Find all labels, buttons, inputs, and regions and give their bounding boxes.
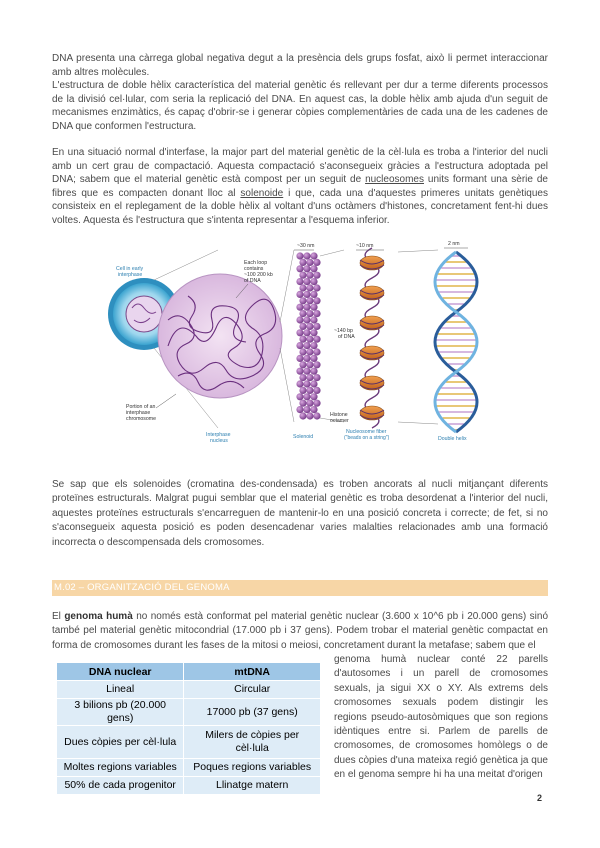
solenoid-bead (299, 412, 306, 419)
zoom-line (280, 348, 294, 422)
loop-label-4: of DNA (244, 278, 261, 284)
double-helix-label: Double helix (438, 436, 467, 442)
cell-label-1: Cell in early (116, 266, 144, 272)
solenoid-bead (296, 316, 303, 323)
solenoid-bead (310, 291, 317, 298)
intro-sentence-2: L'estructura de doble hèlix característica del material genètic és rellevant per dur a terme diferents processos de la divisió cel·lular, com seria la replicació del DNA. En aquest cas, la doble hèlix amb ajuda d'un seguit de mecanismes enzimàtics, és capaç d'obrir-se i generar còpies complementàries de cada una de les cadenes de DNA que conformen l'estructura. (52, 80, 548, 132)
loop-label-3: ~100 200 kb (244, 272, 273, 278)
solenoid-bead (313, 400, 320, 407)
bp-label-2: of DNA (338, 334, 355, 340)
solenoid-bead (303, 278, 310, 285)
histone-label-1: Histone (330, 412, 348, 418)
solenoid-bead (303, 355, 310, 362)
solenoid-bead (306, 387, 313, 394)
bp-label-1: ~140 bp (334, 328, 353, 334)
solenoid-bead (306, 374, 313, 381)
solenoid-bead (313, 272, 320, 279)
solenoid-bead (313, 297, 320, 304)
solenoid-bead (296, 406, 303, 413)
solenoid-bead (299, 297, 306, 304)
histone-label-2: octamer (330, 418, 349, 424)
table-cell: Dues còpies per cèl·lula (57, 726, 184, 759)
loop-label-2: contains (244, 266, 264, 272)
nucleus-label-1: Interphase (206, 432, 231, 438)
solenoid-bead (313, 284, 320, 291)
double-helix (435, 252, 477, 432)
section-heading: M.02 – ORGANITZACIÓ DEL GENOMA (54, 582, 230, 593)
solenoid-bead (303, 380, 310, 387)
solenoid-bead (310, 368, 317, 375)
solenoid-bead (303, 329, 310, 336)
width-30nm-label: ~30 nm (297, 243, 315, 249)
chromatin-compaction-figure (108, 236, 508, 444)
table-row (57, 681, 321, 699)
table-cell: Poques regions variables (184, 759, 321, 777)
solenoid-bead (310, 380, 317, 387)
solenoid-bead (296, 252, 303, 259)
solenoid-bead (306, 272, 313, 279)
solenoid-bead (310, 393, 317, 400)
solenoid-bead (296, 304, 303, 311)
solenoid-bead (299, 361, 306, 368)
solenoid-bead (313, 387, 320, 394)
portion-label-2: interphase (126, 410, 151, 416)
zoom-line (280, 250, 294, 322)
loop-label-1: Each loop (244, 260, 268, 266)
solenoid-bead (299, 310, 306, 317)
solenoid-term: solenoide (240, 187, 284, 199)
solenoid-bead (296, 355, 303, 362)
solenoid-bead (310, 278, 317, 285)
width-2nm-label: 2 nm (448, 241, 460, 247)
solenoid-bead (306, 412, 313, 419)
solenoid-bead (299, 259, 306, 266)
solenoid-bead (310, 316, 317, 323)
solenoid-bead (306, 284, 313, 291)
table-header-nuclear: DNA nuclear (57, 663, 184, 681)
compaction-text-2: units formant una sèrie de fibres que es compacten donant lloc al (52, 174, 548, 199)
interphase-nucleus (158, 274, 282, 398)
table-cell: Llinatge matern (184, 777, 321, 795)
table-cell: Milers de còpies per cèl·lula (184, 726, 321, 759)
histone-octamer (360, 406, 384, 420)
table-cell: 17000 pb (37 gens) (184, 699, 321, 726)
table-cell: 50% de cada progenitor (57, 777, 184, 795)
page-number: 2 (537, 793, 543, 803)
solenoid-bead (306, 259, 313, 266)
table-cell: 3 bilions pb (20.000 gens) (57, 699, 184, 726)
portion-label-3: chromosome (126, 416, 156, 422)
leader-line (156, 394, 176, 408)
compaction-text-3: i que, cada una d'aquestes primeres unitats genètiques consisteix en el replegament de la doble hèlix al voltant d'uns octàmers d'histones, concretament fent-hi dues voltes. Aquesta és l'estructura que s'intenta representar a l'esquema inferior. (52, 187, 548, 226)
solenoid-bead (299, 348, 306, 355)
solenoid-bead (313, 323, 320, 330)
solenoid-bead (306, 336, 313, 343)
zoom-line (398, 250, 438, 252)
intro-sentence-1: DNA presenta una càrrega global negativa degut a la presència dels grups fosfat, això li permet interaccionar amb altres molècules. (52, 53, 548, 78)
solenoid-bead (296, 329, 303, 336)
histone-octamer (360, 316, 384, 330)
table-row (57, 699, 321, 726)
nucleosomes-term: nucleosomes (365, 174, 424, 186)
solenoids-paragraph: Se sap que els solenoides (cromatina des-condensada) es troben ancorats al nucli mitjançant diferents proteïnes estructurals. Malgrat pugui semblar que el material genètic es troba desordenat a l'interior del nucli, aquestes proteïnes estructurals s'encarreguen de mantenir-lo en una posició concreta i correcte; de fet, si no s'aconsegueix aquesta posició es poden desencadenar varies malalties relacionades amb una formació incorrecta o descompensada dels cromosomes. (52, 479, 548, 548)
histone-octamer (360, 346, 384, 360)
nuclear-vs-mtdna-table (56, 662, 321, 795)
compaction-paragraph (52, 146, 548, 228)
zoom-line (398, 422, 438, 424)
solenoid-bead (313, 374, 320, 381)
histone-octamer (360, 286, 384, 300)
intro-paragraph (52, 52, 548, 134)
solenoid-bead (310, 355, 317, 362)
histone-octamer (360, 376, 384, 390)
solenoid-bead (310, 265, 317, 272)
table-header-mtdna: mtDNA (184, 663, 321, 681)
genome-text-2: no només està conformat pel material genètic nuclear (3.600 x 10^6 pb i 20.000 gens) sinó també pel material genètic mitocondrial (17.000 pb i 37 gens). Podem trobar el material genètic compactat en forma de cromosomes durant les fases de la mitosi o meiosi, concretament durant la metafase; sabem que el (52, 611, 549, 651)
solenoid-bead (296, 368, 303, 375)
genome-paragraph (52, 610, 548, 653)
table-row (57, 726, 321, 759)
solenoid-bead (313, 361, 320, 368)
nucleus-label-2: nucleus (210, 438, 228, 444)
compaction-text-1: En una situació normal d'interfase, la major part del material genètic de la cèl·lula es troba a l'interior del nucli amb un cert grau de compactació. Aquesta compactació s'aconsegueix gràcies a l'estructura adoptada pel DNA; sabem que el material genètic està compost per un seguit de (52, 147, 548, 186)
solenoid-bead (296, 265, 303, 272)
solenoid-bead (299, 272, 306, 279)
portion-label-1: Portion of an (126, 404, 156, 410)
solenoid-bead (310, 304, 317, 311)
solenoid-bead (296, 342, 303, 349)
solenoid-bead (306, 361, 313, 368)
zoom-line (320, 250, 344, 256)
solenoid-bead (299, 323, 306, 330)
solenoid-bead (303, 316, 310, 323)
table-cell: Lineal (57, 681, 184, 699)
nucleosome-fiber-label-2: ("beads on a string") (344, 435, 390, 441)
solenoid-bead (313, 259, 320, 266)
solenoid-bead (313, 348, 320, 355)
solenoid-bead (306, 348, 313, 355)
cell-label-2: interphase (118, 272, 143, 278)
solenoid-bead (306, 297, 313, 304)
table-cell: Moltes regions variables (57, 759, 184, 777)
solenoid-bead (303, 368, 310, 375)
solenoid-bead (299, 387, 306, 394)
solenoid-bead (303, 393, 310, 400)
solenoid-bead (299, 400, 306, 407)
solenoid-bead (303, 304, 310, 311)
solenoid-bead (296, 278, 303, 285)
solenoid-bead (310, 406, 317, 413)
solenoid-bead (296, 380, 303, 387)
genome-text-1: El (52, 611, 65, 622)
solenoid-bead (303, 342, 310, 349)
solenoid-bead (310, 342, 317, 349)
solenoid-bead (299, 336, 306, 343)
solenoid-bead (313, 412, 320, 419)
solenoid-bead (303, 252, 310, 259)
solenoid-bead (299, 374, 306, 381)
solenoid-label: Solenoid (293, 434, 314, 440)
genome-side-paragraph: genoma humà nuclear conté 22 parells d'autosomes i un parell de cromosomes sexuals, ja sigui XX o XY. Als extrems dels cromosomes sexuals podem distingir les regions pseudo-autosòmiques que son regions idèntiques entre si. Parlem de parells de cromosomes, de cromosomes homòlegs o de dues còpies d'una mateixa regió genètica ja que en el genoma sempre hi ha una meitat d'origen (334, 654, 548, 781)
table-row (57, 759, 321, 777)
solenoid-bead (296, 291, 303, 298)
section-heading-bar (52, 580, 548, 596)
solenoid-bead (310, 329, 317, 336)
solenoid-bead (313, 310, 320, 317)
nucleosome-fiber-label-1: Nucleosome fiber (346, 429, 387, 435)
genome-term: genoma humà (64, 611, 133, 622)
solenoid-bead (303, 265, 310, 272)
solenoid-bead (306, 400, 313, 407)
solenoid-bead (306, 323, 313, 330)
solenoid-bead (303, 406, 310, 413)
histone-octamer (360, 256, 384, 270)
nucleosome-fiber (360, 248, 384, 428)
solenoid (296, 252, 320, 419)
solenoid-bead (303, 291, 310, 298)
table-row (57, 777, 321, 795)
solenoid-bead (313, 336, 320, 343)
table-cell: Circular (184, 681, 321, 699)
solenoid-bead (296, 393, 303, 400)
solenoid-bead (299, 284, 306, 291)
width-10nm-label: ~10 nm (356, 243, 374, 249)
solenoid-bead (310, 252, 317, 259)
solenoid-bead (306, 310, 313, 317)
